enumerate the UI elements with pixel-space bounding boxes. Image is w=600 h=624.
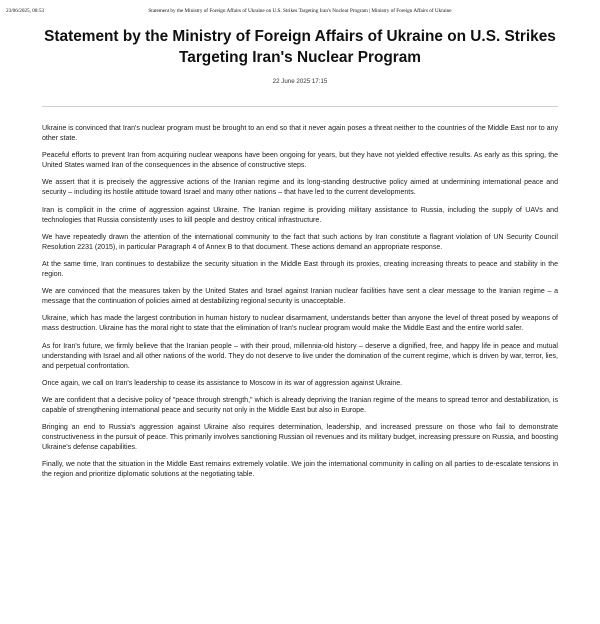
print-header [6, 8, 594, 18]
paragraph: As for Iran's future, we firmly believe that the Iranian people – with their proud, millennia-old history – deserve a dignified, free, and happy life in peace and mutual understanding with Israel and all other nations of the world. They do not deserve to live under the domination of the current regime, which is driven by war, terror, lies, and perpetual confrontation. [42, 342, 558, 370]
page-title: Statement by the Ministry of Foreign Affairs of Ukraine on U.S. Strikes Targeting Iran's Nuclear Program [44, 28, 556, 66]
paragraph: Iran is complicit in the crime of aggression against Ukraine. The Iranian regime is providing military assistance to Russia, including the supply of UAVs and technologies that Russia consistently uses to kill people and destroy critical infrastructure. [42, 206, 558, 224]
print-page-title: Statement by the Ministry of Foreign Affairs of Ukraine on U.S. Strikes Targeting Iran's Nuclear Program | Ministry of Foreign Affairs of Ukraine [148, 8, 452, 14]
publish-date: 22 June 2025 17:15 [272, 78, 328, 85]
divider [42, 106, 558, 107]
paragraph: We assert that it is precisely the aggressive actions of the Iranian regime and its long-standing destructive policy aimed at undermining international peace and security – including its hostile attitude toward Israel and many other nations – that have led to the current developments. [42, 179, 558, 197]
paragraph: We are confident that a decisive policy of "peace through strength," which is already depriving the Iranian regime of the means to spread terror and destabilization, is capable of strengthening international peace and security not only in the Middle East but also in Europe. [42, 396, 558, 414]
paragraph: At the same time, Iran continues to destabilize the security situation in the Middle East through its proxies, creating increasing threats to peace and stability in the region. [42, 260, 558, 279]
paragraph: Peaceful efforts to prevent Iran from acquiring nuclear weapons have been ongoing for years, but they have not yielded effective results. As early as this spring, the United States warned Iran of the consequences in the absence of constructive steps. [42, 152, 558, 170]
paragraph: Ukraine is convinced that Iran's nuclear program must be brought to an end so that it never again poses a threat neither to the countries of the Middle East nor to any other state. [42, 125, 558, 143]
article-body [42, 124, 558, 488]
paragraph: Ukraine, which has made the largest contribution in human history to nuclear disarmament, understands better than anyone the level of threat posed by weapons of mass destruction. Ukraine has the moral right to state that the elimination of Iran's nuclear program would make the Middle East and the entire world safer. [42, 315, 558, 333]
paragraph: Bringing an end to Russia's aggression against Ukraine also requires determination, leadership, and increased pressure on those who fail to demonstrate constructiveness in the pursuit of peace. This primarily involves sanctioning Russian oil revenues and its military budget, increasing pressure on Russia, and boosting Ukraine's defense capabilities. [42, 424, 558, 452]
paragraph: Once again, we call on Iran's leadership to cease its assistance to Moscow in its war of aggression against Ukraine. [42, 379, 403, 387]
paragraph: We are convinced that the measures taken by the United States and Israel against Iranian nuclear facilities have sent a clear message to the Iranian regime – a message that the continuation of policies aimed at destabilizing regional security is unacceptable. [42, 288, 558, 306]
paragraph: Finally, we note that the situation in the Middle East remains extremely volatile. We join the international community in calling on all parties to de-escalate tensions in the region and prioritize diplomatic solutions at the negotiating table. [42, 461, 558, 479]
paragraph: We have repeatedly drawn the attention of the international community to the fact that such actions by Iran constitute a flagrant violation of UN Security Council Resolution 2231 (2015), in particular Paragraph 4 of Annex B to that document. These actions demand an appropriate response. [42, 233, 558, 251]
print-date: 23/06/2025, 08:53 [6, 8, 45, 14]
